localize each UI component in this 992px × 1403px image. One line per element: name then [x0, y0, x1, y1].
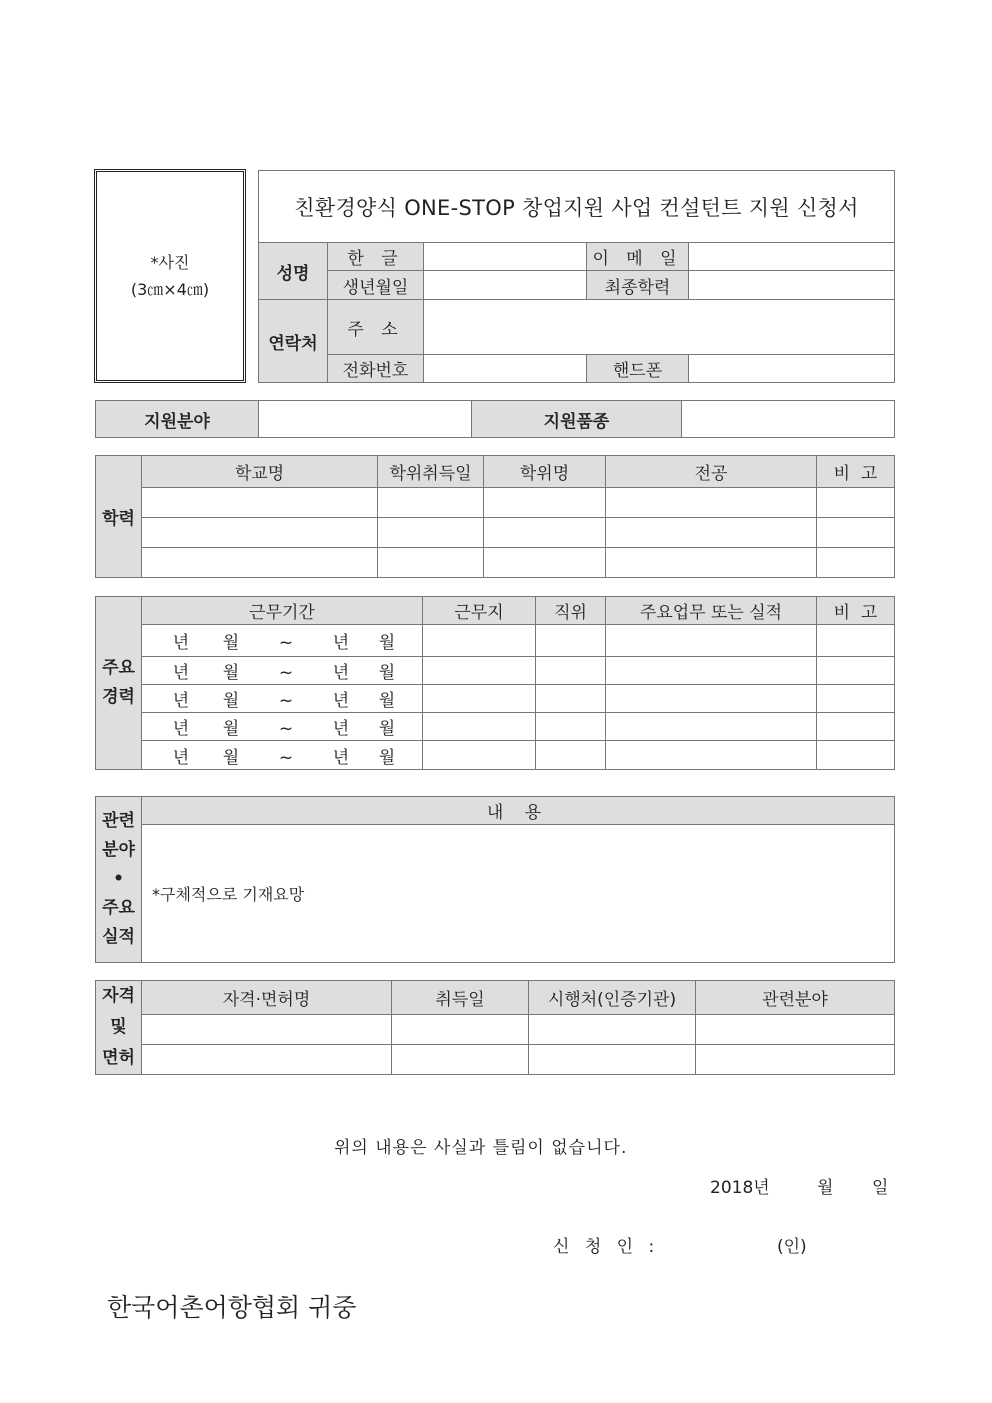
career-period-cell[interactable]: [142, 741, 423, 770]
table-cell[interactable]: [606, 685, 817, 713]
license-side-label-line: 자격: [102, 986, 135, 1006]
table-cell[interactable]: [606, 713, 817, 741]
month-label: 월: [378, 747, 396, 768]
table-cell[interactable]: [392, 1015, 529, 1045]
month-label: 월: [378, 663, 396, 683]
year-label: 년: [332, 719, 350, 739]
seal-mark: (인): [777, 1237, 807, 1257]
career-header-remarks: 비 고: [817, 597, 895, 625]
career-period-cell[interactable]: [142, 713, 423, 741]
education-header-degree: 학위명: [484, 456, 606, 488]
address-field[interactable]: [424, 300, 895, 355]
table-row: [96, 625, 895, 657]
support-field-input[interactable]: [259, 401, 472, 438]
achievements-side-label-line: 주요: [102, 898, 135, 918]
table-cell[interactable]: [606, 741, 817, 770]
achievements-side-label-line: 관련: [102, 811, 135, 831]
license-side-label: [96, 981, 142, 1075]
table-row: [96, 518, 895, 548]
career-period-cell[interactable]: [142, 657, 423, 685]
table-cell[interactable]: [817, 488, 895, 518]
year-label: 년: [172, 691, 190, 711]
table-cell[interactable]: [529, 1045, 696, 1075]
support-field-label: 지원분야: [96, 401, 259, 438]
table-cell[interactable]: [423, 657, 536, 685]
table-row: [96, 657, 895, 685]
education-header-remarks: 비 고: [817, 456, 895, 488]
tilde-label: ~: [278, 633, 294, 653]
achievements-content-field[interactable]: [142, 825, 895, 963]
table-cell[interactable]: [606, 548, 817, 578]
table-cell[interactable]: [536, 625, 606, 657]
hangul-label: 한 글: [328, 243, 424, 271]
year-label: 년: [332, 691, 350, 711]
hangul-name-field[interactable]: [424, 243, 587, 271]
photo-size: (3㎝×4㎝): [130, 280, 210, 299]
achievements-header: 내 용: [142, 797, 895, 825]
statement-text: 위의 내용은 사실과 틀림이 없습니다.: [334, 1138, 628, 1158]
table-cell[interactable]: [484, 548, 606, 578]
year-label: 년: [332, 747, 350, 768]
table-cell[interactable]: [817, 713, 895, 741]
career-side-label-line: 주요: [102, 658, 135, 678]
career-period-cell[interactable]: [142, 685, 423, 713]
recipient: 한국어촌어항협회 귀중: [107, 1293, 357, 1322]
birth-label: 생년월일: [328, 271, 424, 300]
career-side-label: [96, 597, 142, 770]
tilde-label: ~: [278, 691, 294, 711]
table-row: [96, 1015, 895, 1045]
table-cell[interactable]: [484, 488, 606, 518]
education-level-label: 최종학력: [587, 271, 689, 300]
achievements-side-label-line: 실적: [102, 927, 135, 947]
license-side-label-line: 및: [110, 1017, 127, 1037]
education-header-school: 학교명: [142, 456, 378, 488]
date-day: 일: [872, 1178, 889, 1198]
year-label: 년: [172, 747, 190, 768]
table-cell[interactable]: [378, 548, 484, 578]
table-cell[interactable]: [817, 685, 895, 713]
tilde-label: ~: [278, 719, 294, 739]
table-row: [96, 685, 895, 713]
month-label: 월: [222, 663, 240, 683]
education-side-label: 학력: [96, 456, 142, 578]
career-side-label-line: 경력: [102, 687, 135, 707]
table-cell[interactable]: [423, 685, 536, 713]
license-header-date: 취득일: [392, 981, 529, 1015]
license-header-field: 관련분야: [696, 981, 895, 1015]
contact-label: 연락처: [259, 300, 328, 383]
support-item-label: 지원품종: [472, 401, 682, 438]
table-cell[interactable]: [142, 548, 378, 578]
table-cell[interactable]: [536, 657, 606, 685]
date-year: 2018년: [710, 1178, 770, 1198]
table-cell[interactable]: [378, 518, 484, 548]
photo-label: *사진: [150, 253, 190, 272]
career-header-workplace: 근무지: [423, 597, 536, 625]
mobile-label: 핸드폰: [587, 355, 689, 383]
career-header-duties: 주요업무 또는 실적: [606, 597, 817, 625]
table-cell[interactable]: [529, 1015, 696, 1045]
month-label: 월: [378, 691, 396, 711]
date-month: 월: [817, 1178, 834, 1198]
photo-box: [94, 169, 246, 383]
tilde-label: ~: [278, 747, 294, 768]
table-cell[interactable]: [536, 685, 606, 713]
table-cell[interactable]: [606, 657, 817, 685]
birth-field[interactable]: [424, 271, 587, 300]
table-cell[interactable]: [606, 625, 817, 657]
applicant-label: 신 청 인 :: [553, 1237, 660, 1257]
table-cell[interactable]: [378, 488, 484, 518]
table-cell[interactable]: [484, 518, 606, 548]
month-label: 월: [378, 719, 396, 739]
education-level-field[interactable]: [689, 271, 895, 300]
email-field[interactable]: [689, 243, 895, 271]
education-table: [95, 455, 895, 578]
support-table: [95, 400, 895, 438]
table-cell[interactable]: [696, 1045, 895, 1075]
table-cell[interactable]: [817, 518, 895, 548]
license-header-name: 자격·면허명: [142, 981, 392, 1015]
table-cell[interactable]: [536, 741, 606, 770]
mobile-field[interactable]: [689, 355, 895, 383]
table-row: [96, 1045, 895, 1075]
education-header-major: 전공: [606, 456, 817, 488]
achievements-side-label: [96, 797, 142, 963]
name-label: 성명: [259, 243, 328, 300]
education-header-degree-date: 학위취득일: [378, 456, 484, 488]
month-label: 월: [222, 691, 240, 711]
month-label: 월: [222, 719, 240, 739]
table-cell[interactable]: [817, 625, 895, 657]
achievements-table: [95, 796, 895, 963]
form-title: 친환경양식 ONE-STOP 창업지원 사업 컨설턴트 지원 신청서: [259, 171, 895, 243]
personal-info-table: [258, 170, 895, 383]
table-cell[interactable]: [696, 1015, 895, 1045]
career-table: [95, 596, 895, 770]
achievements-side-label-line: 분야: [102, 840, 135, 860]
table-row: [96, 713, 895, 741]
year-label: 년: [332, 633, 350, 653]
table-cell[interactable]: [142, 1015, 392, 1045]
phone-field[interactable]: [424, 355, 587, 383]
table-cell[interactable]: [142, 488, 378, 518]
month-label: 월: [222, 747, 240, 768]
year-label: 년: [172, 633, 190, 653]
license-side-label-line: 면허: [102, 1048, 135, 1068]
table-cell[interactable]: [817, 741, 895, 770]
address-label: 주 소: [328, 300, 424, 355]
table-row: [96, 488, 895, 518]
tilde-label: ~: [278, 663, 294, 683]
table-cell[interactable]: [817, 548, 895, 578]
support-item-input[interactable]: [682, 401, 895, 438]
table-cell[interactable]: [817, 657, 895, 685]
achievements-side-label-line: •: [113, 869, 124, 889]
year-label: 년: [172, 719, 190, 739]
achievements-note: *구체적으로 기재요망: [152, 885, 305, 904]
month-label: 월: [378, 633, 396, 653]
year-label: 년: [172, 663, 190, 683]
career-header-position: 직위: [536, 597, 606, 625]
table-cell[interactable]: [606, 488, 817, 518]
table-cell[interactable]: [142, 1045, 392, 1075]
table-cell[interactable]: [142, 518, 378, 548]
career-header-period: 근무기간: [142, 597, 423, 625]
table-row: [96, 548, 895, 578]
table-cell[interactable]: [423, 741, 536, 770]
phone-label: 전화번호: [328, 355, 424, 383]
table-cell[interactable]: [536, 713, 606, 741]
email-label: 이 메 일: [587, 243, 689, 271]
table-row: [96, 741, 895, 770]
license-header-issuer: 시행처(인증기관): [529, 981, 696, 1015]
table-cell[interactable]: [423, 625, 536, 657]
career-period-cell[interactable]: [142, 625, 423, 657]
table-cell[interactable]: [392, 1045, 529, 1075]
license-table: [95, 980, 895, 1075]
year-label: 년: [332, 663, 350, 683]
month-label: 월: [222, 633, 240, 653]
table-cell[interactable]: [423, 713, 536, 741]
table-cell[interactable]: [606, 518, 817, 548]
